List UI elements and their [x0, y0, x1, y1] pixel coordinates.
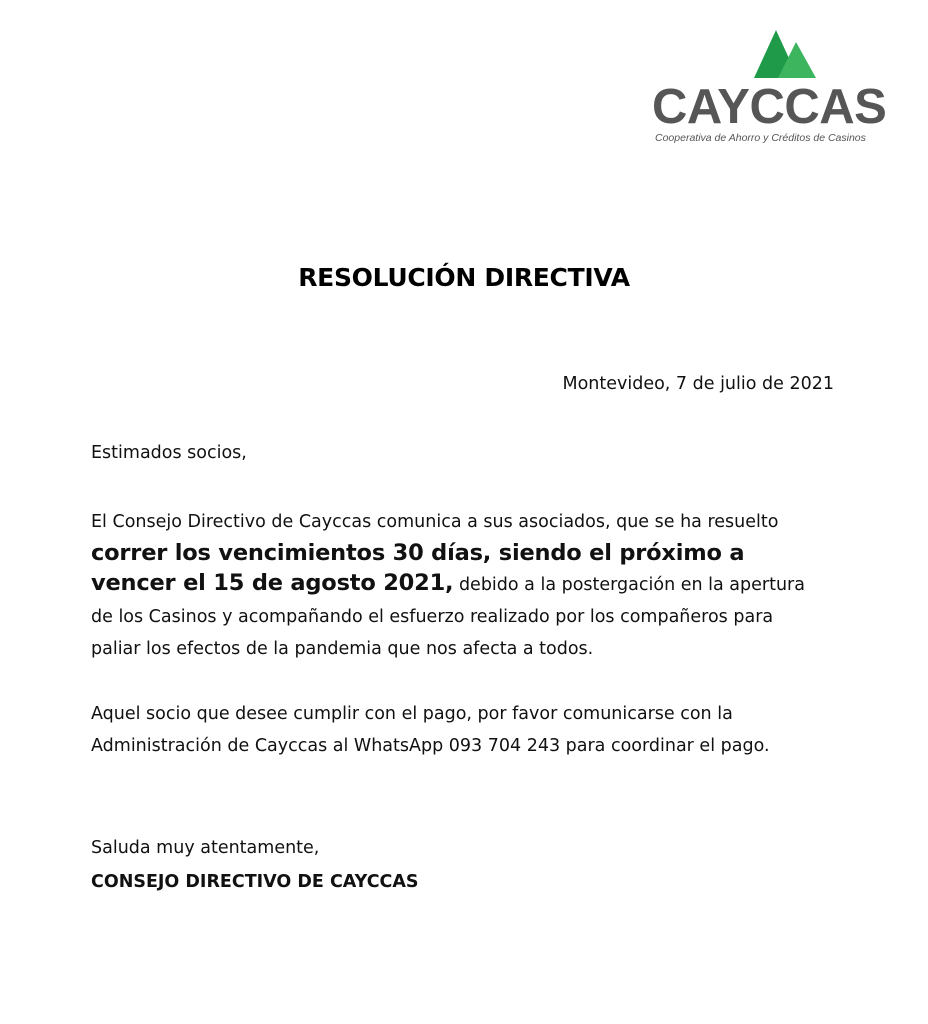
paragraph-bold-line: correr los vencimientos 30 días, siendo el próximo a — [91, 540, 745, 566]
paragraph-bold-line: vencer el 15 de agosto 2021, — [91, 570, 454, 596]
paragraph-contact — [91, 698, 770, 762]
paragraph-line-tail: debido a la postergación en la apertura — [453, 575, 805, 595]
cayccas-logo — [652, 28, 892, 148]
closing: Saluda muy atentamente, — [91, 838, 320, 858]
paragraph-line: de los Casinos y acompañando el esfuerzo realizado por los compañeros para — [91, 607, 774, 627]
signature: CONSEJO DIRECTIVO DE CAYCCAS — [91, 872, 419, 892]
paragraph-line: Administración de Cayccas al WhatsApp 093 704 243 para coordinar el pago. — [91, 736, 770, 756]
paragraph-line: paliar los efectos de la pandemia que nos afecta a todos. — [91, 639, 594, 659]
document-date: Montevideo, 7 de julio de 2021 — [562, 374, 834, 394]
logo-tagline: Cooperativa de Ahorro y Créditos de Casinos — [655, 132, 866, 144]
mountain-logo-icon — [754, 28, 818, 78]
logo-name: CAYCCAS — [652, 80, 887, 134]
greeting: Estimados socios, — [91, 443, 247, 463]
paragraph-line: Aquel socio que desee cumplir con el pago, por favor comunicarse con la — [91, 704, 733, 724]
paragraph-announcement — [91, 506, 805, 665]
document-title: RESOLUCIÓN DIRECTIVA — [298, 263, 630, 292]
paragraph-line: El Consejo Directivo de Cayccas comunica a sus asociados, que se ha resuelto — [91, 512, 779, 532]
